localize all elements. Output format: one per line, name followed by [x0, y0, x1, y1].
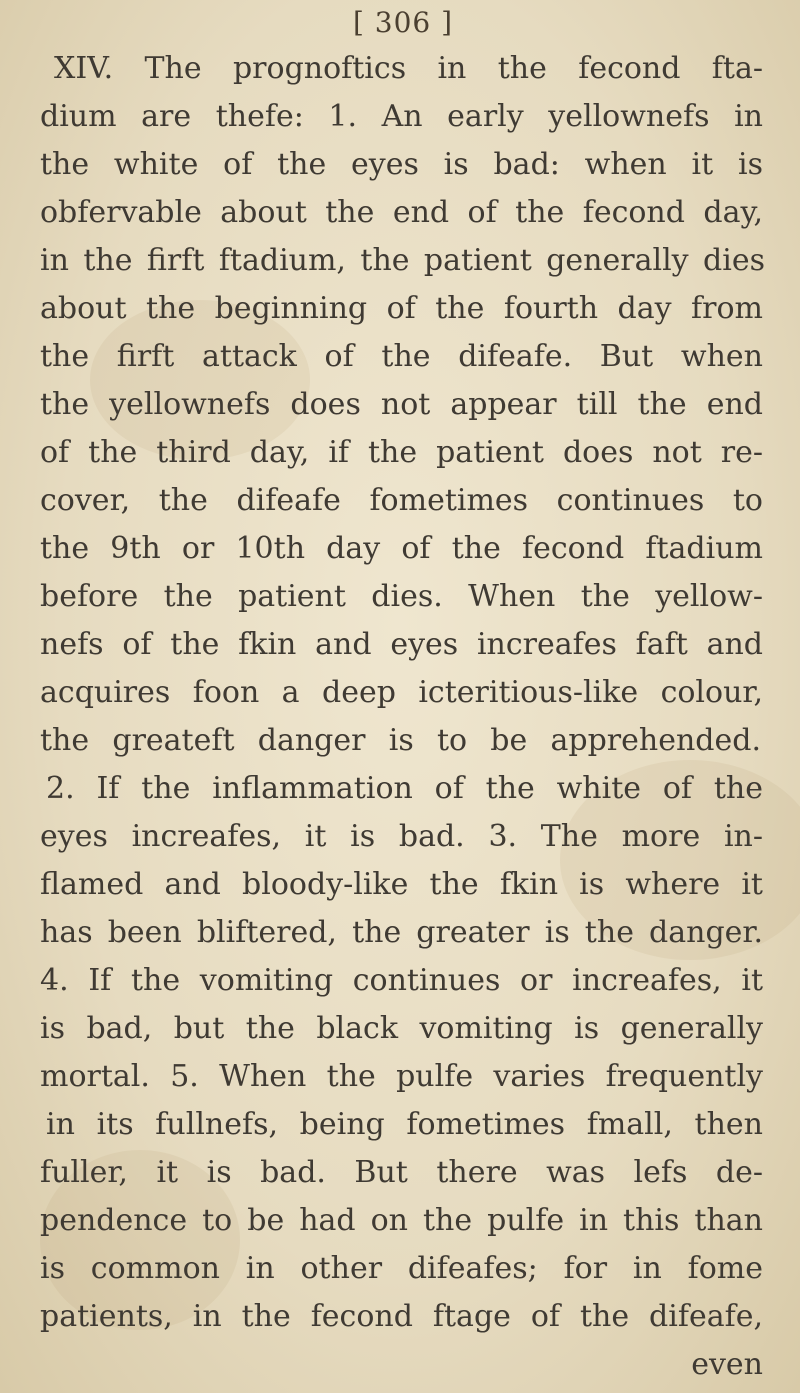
text-line: flamed and bloody-like the fkin is where it	[40, 867, 763, 902]
text-line: in the firft ftadium, the patient generally dies	[40, 243, 765, 278]
text-line: about the beginning of the fourth day from	[40, 291, 763, 326]
text-line: the yellownefs does not appear till the end	[40, 387, 763, 422]
text-line: in its fullnefs, being fometimes fmall, then	[46, 1107, 763, 1142]
text-line: mortal. 5. When the pulfe varies frequently	[40, 1059, 763, 1094]
text-line: before the patient dies. When the yellow-	[40, 579, 763, 614]
text-line: obfervable about the end of the fecond day,	[40, 195, 763, 230]
text-line: eyes increafes, it is bad. 3. The more in-	[40, 819, 763, 854]
text-line: the white of the eyes is bad: when it is	[40, 147, 763, 182]
catchword: even	[691, 1347, 763, 1382]
text-line: has been bliftered, the greater is the danger.	[40, 915, 763, 950]
text-line: fuller, it is bad. But there was lefs de-	[40, 1155, 763, 1190]
text-line: pendence to be had on the pulfe in this than	[40, 1203, 763, 1238]
text-line: the greateft danger is to be apprehended.	[40, 723, 761, 758]
text-line: the firft attack of the difeafe. But when	[40, 339, 763, 374]
text-line: 2. If the inflammation of the white of the	[46, 771, 763, 806]
text-line: of the third day, if the patient does not re-	[40, 435, 763, 470]
text-line: 4. If the vomiting continues or increafes, it	[40, 963, 763, 998]
text-line: is bad, but the black vomiting is generally	[40, 1011, 763, 1046]
text-line: acquires foon a deep icteritious-like colour,	[40, 675, 763, 710]
text-line: is common in other difeafes; for in fome	[40, 1251, 763, 1286]
text-line: XIV. The prognoftics in the fecond fta-	[54, 51, 763, 86]
text-line: patients, in the fecond ftage of the difeafe,	[40, 1299, 763, 1334]
text-line: cover, the difeafe fometimes continues to	[40, 483, 763, 518]
text-line: the 9th or 10th day of the fecond ftadium	[40, 531, 763, 566]
text-line: dium are thefe: 1. An early yellownefs in	[40, 99, 763, 134]
text-line: nefs of the fkin and eyes increafes faft and	[40, 627, 763, 662]
page-number: [ 306 ]	[352, 6, 454, 39]
